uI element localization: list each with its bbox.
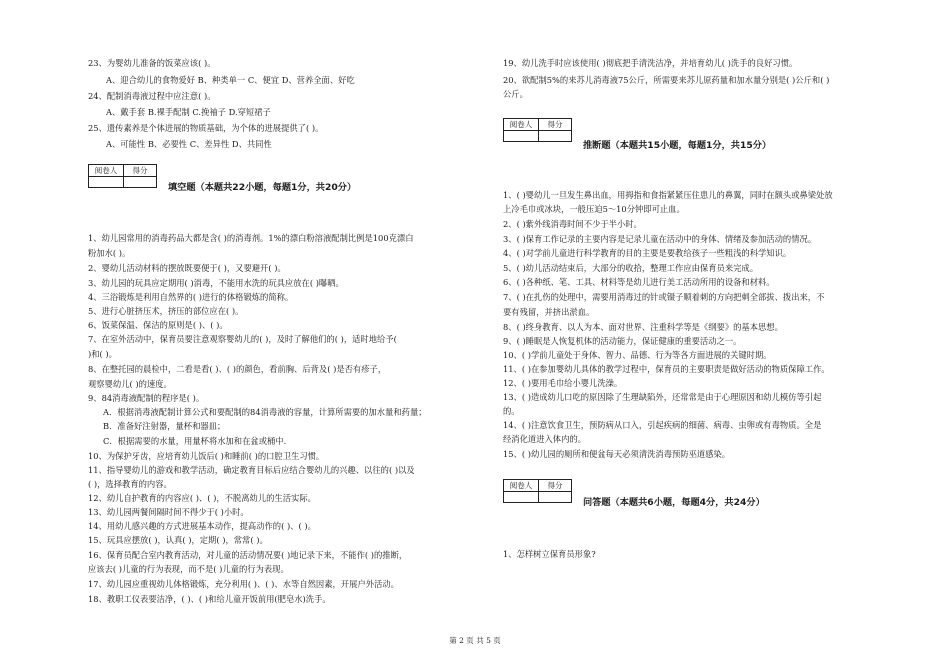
- fill-line: A．根据消毒液配制计算公式和要配制的84消毒液的容量，计算所需要的加水量和药量；: [103, 407, 427, 417]
- qa-scorebox: [503, 479, 572, 503]
- question-20-cont: 公斤。: [503, 89, 528, 99]
- fill-line: 15、玩具应摆放( )，认真( )，定期( )，常常( )。: [88, 535, 268, 545]
- judge-line: 5、( )幼儿活动结束后，大部分的收拾，整理工作应由保育员来完成。: [503, 263, 759, 273]
- question-25-options: A、可能性 B、必要性 C、差异性 D、共同性: [106, 139, 272, 149]
- score-label: 得分: [539, 119, 572, 131]
- judge-scorebox: [503, 118, 572, 142]
- fill-line: 8、在整托园的晨检中，二看是看( )、( )的颜色，看前胸、后背及( )是否有疹子，: [88, 364, 387, 374]
- fill-line: 5、进行心脏挤压术，挤压的部位应在( )。: [88, 306, 244, 316]
- reviewer-label: 阅卷人: [504, 480, 539, 492]
- question-24: 24、配制消毒液过程中应注意( )。: [88, 91, 216, 101]
- judge-line: 9、( )睡眠是人恢复机体的活动能力，保证健康的重要活动之一。: [503, 336, 742, 346]
- judge-line: 10、( )学前儿童处于身体、智力、品德、行为等各方面进展的关键时期。: [503, 350, 772, 360]
- fill-line: 3、幼儿园的玩具应定期用( )消毒，不能用水洗的玩具应放在( )曝晒。: [88, 278, 344, 288]
- fill-line: 18、教职工仪表要洁净，( )、( )和给儿童开饭前用(肥皂水)洗手。: [88, 594, 331, 604]
- judge-line: 8、( )终身教育、以人为本、面对世界、注重科学等是《纲要》的基本思想。: [503, 322, 783, 332]
- score-cell: [124, 177, 157, 188]
- reviewer-cell: [89, 177, 124, 188]
- question-19: 19、幼儿洗手时应该使用( )彻底把手清洗洁净，并培育幼儿( )洗手的良好习惯。: [503, 58, 798, 68]
- judge-line: 经消化道进入体内的。: [503, 434, 586, 444]
- question-25: 25、遗传素养是个体进展的物质基础，为个体的进展提供了( )。: [88, 123, 324, 133]
- fill-line: 12、幼儿自护教育的内容应( )、( )，不脱离幼儿的生活实际。: [88, 493, 316, 503]
- reviewer-cell: [504, 492, 539, 503]
- judge-line: 1、( )婴幼儿一旦发生鼻出血，用拇指和食指紧紧压住患儿的鼻翼，同时在额头或鼻梁处放: [503, 190, 833, 200]
- judge-line: 2、( )紫外线消毒时间不少于半小时。: [503, 219, 642, 229]
- fill-line: 1、幼儿园常用的消毒药品大都是含( )的消毒剂。1%的漂白粉溶液配制比例是100克漂白: [88, 233, 414, 243]
- fill-line: 观察婴幼儿( )的速度。: [88, 379, 172, 389]
- reviewer-label: 阅卷人: [504, 119, 539, 131]
- fill-line: )和( )。: [88, 349, 117, 359]
- judge-line: 上冷毛巾或冰块，一般压迫5～10分钟即可止血。: [503, 204, 685, 214]
- score-label: 得分: [124, 165, 157, 177]
- fill-line: 17、幼儿园应重视幼儿体格锻炼，充分利用( )、( )、水等自然因素，开展户外活动。: [88, 579, 399, 589]
- reviewer-label: 阅卷人: [89, 165, 124, 177]
- question-24-options: A、戴手套 B.裸手配制 C.挽袖子 D.穿短裙子: [106, 107, 271, 117]
- fill-line: C．根据需要的水量，用量杯将水加和在盆或桶中.: [103, 436, 287, 446]
- question-23: 23、为婴幼儿准备的饭菜应该( )。: [88, 58, 216, 68]
- fill-line: 9、84消毒液配制的程序是( )。: [88, 393, 205, 403]
- fill-line: 4、三浴锻炼是利用自然界的( )进行的体格锻炼的简称。: [88, 292, 294, 302]
- score-label: 得分: [539, 480, 572, 492]
- fill-line: 11、指导婴幼儿的游戏和教学活动，确定教育目标后应结合婴幼儿的兴趣、以往的( )以及: [88, 465, 415, 475]
- fill-line: ( )，选择教育的内容。: [88, 479, 172, 489]
- judge-line: 12、( )要用毛巾给小婴儿洗澡。: [503, 378, 623, 388]
- page-footer: 第 2 页 共 5 页: [449, 636, 501, 645]
- qa-question-1: 1、怎样树立保育员形象?: [503, 549, 596, 559]
- judge-line: 4、( )对学前儿童进行科学教育的目的主要是要教给孩子一些粗浅的科学知识。: [503, 248, 792, 258]
- judge-line: 13、( )造成幼儿口吃的原因除了生理缺陷外，还常常是由于心理原因和幼儿模仿等引起: [503, 392, 822, 402]
- fill-line: 2、婴幼儿活动材料的摆放既要便于( )，又要避开( )。: [88, 263, 286, 273]
- judge-line: 11、( )在参加婴幼儿具体的教学过程中，保育员的主要职责是做好活动的物质保障工作。: [503, 364, 830, 374]
- judge-line: 15、( )幼儿园的厕所和便盆每天必须清洗消毒预防巫道感染。: [503, 449, 731, 459]
- question-20: 20、欲配制5%的来苏儿消毒液75公斤，所需要来苏儿原药量和加水量分别是( )公斤和( ): [503, 75, 830, 85]
- fill-line: 16、保育员配合室内教育活动，对儿童的活动情况要( )地记录下来，不能作( )的推断，: [88, 550, 408, 560]
- judge-line: 14、( )注意饮食卫生，预防病从口入，引起疾病的细菌、病毒、虫卵或有毒物质。全是: [503, 420, 822, 430]
- qa-section-title: 问答题（本题共6小题，每题4分，共24分）: [583, 497, 765, 508]
- judge-line: 3、( )保育工作记录的主要内容是记录儿童在活动中的身体、情绪及参加活动的情况。: [503, 234, 817, 244]
- fill-line: 粉加水( )。: [88, 248, 131, 258]
- reviewer-cell: [504, 131, 539, 142]
- fill-scorebox: [88, 164, 157, 188]
- judge-section-title: 推断题（本题共15小题，每题1分，共15分）: [583, 140, 772, 151]
- fill-line: 7、在室外活动中，保育员要注意观察婴幼儿的( )，及时了解他们的( )，适时地给予(: [88, 334, 397, 344]
- fill-line: 10、为保护牙齿，应培育幼儿饭后( )和睡前( )的口腔卫生习惯。: [88, 451, 325, 461]
- judge-line: 6、( )各种纸、笔、工具、材料等是幼儿进行美工活动所用的设备和材料。: [503, 277, 775, 287]
- judge-line: 要有残留，并挤出淤血。: [503, 307, 595, 317]
- fill-section-title: 填空题（本题共22小题，每题1分，共20分）: [168, 182, 357, 193]
- fill-line: 应该去( )儿童的行为表现，而不是( )儿童的行为表现。: [88, 564, 289, 574]
- judge-line: 的。: [503, 406, 520, 416]
- question-23-options: A、迎合幼儿的食物爱好 B、种类单一 C、便宜 D、营养全面、好吃: [106, 75, 355, 85]
- fill-line: 14、用幼儿感兴趣的方式进展基本动作，提高动作的( )、( )。: [88, 521, 316, 531]
- fill-line: B．准备好注射器，量杯和器皿；: [103, 421, 226, 431]
- fill-line: 13、幼儿园两餐间隔时间不得少于( )小时。: [88, 507, 249, 517]
- score-cell: [539, 492, 572, 503]
- judge-line: 7、( )在扎伤的处理中，需要用消毒过的针或镊子顺着刺的方向把刺全部拔、拨出来，不: [503, 292, 825, 302]
- score-cell: [539, 131, 572, 142]
- fill-line: 6、饭菜保温、保洁的原则是( )、( )。: [88, 320, 228, 330]
